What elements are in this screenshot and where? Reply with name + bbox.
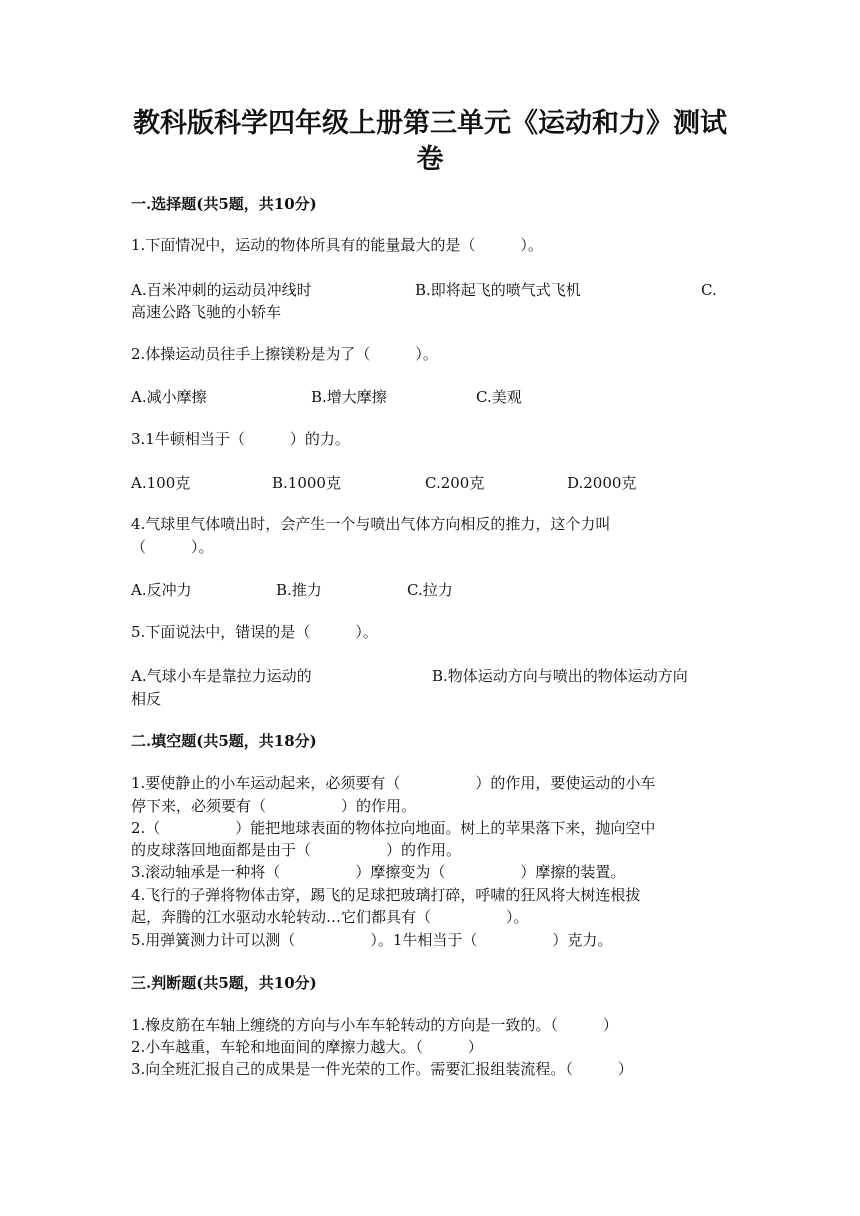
title-line-1: 教科版科学四年级上册第三单元《运动和力》测试	[133, 108, 727, 139]
question-5-stem: 5.下面说法中，错误的是（ ）。	[131, 623, 378, 641]
title-line-2: 卷	[416, 144, 444, 175]
judge-line: 1.橡皮筋在车轴上缠绕的方向与小车车轮转动的方向是一致的。（ ）	[131, 1016, 618, 1034]
section-heading-judge: 三.判断题(共5题，共10分)	[131, 974, 317, 992]
question-2-option-a: A.减小摩擦	[131, 388, 207, 406]
question-3-option-d: D.2000克	[567, 474, 637, 492]
question-3-option-b: B.1000克	[272, 474, 341, 492]
judge-line: 2.小车越重，车轮和地面间的摩擦力越大。（ ）	[131, 1038, 483, 1056]
question-1-option-c-cont: 高速公路飞驰的小轿车	[131, 303, 282, 321]
page-title	[100, 106, 760, 178]
question-2-option-b: B.增大摩擦	[311, 388, 387, 406]
question-3-stem: 3.1牛顿相当于（ ）的力。	[131, 430, 350, 448]
section-heading-fill: 二.填空题(共5题，共18分)	[131, 732, 317, 750]
question-1-stem: 1.下面情况中，运动的物体所具有的能量最大的是（ ）。	[131, 236, 543, 254]
fill-line: 2.（ ）能把地球表面的物体拉向地面。树上的苹果落下来，抛向空中	[131, 819, 656, 837]
question-3-option-c: C.200克	[425, 474, 485, 492]
question-2-option-c: C.美观	[476, 388, 522, 406]
question-4-stem-line-1: 4.气球里气体喷出时，会产生一个与喷出气体方向相反的推力，这个力叫	[131, 515, 611, 533]
question-1-option-c: C.	[701, 281, 717, 299]
judge-line: 3.向全班汇报自己的成果是一件光荣的工作。需要汇报组装流程。（ ）	[131, 1060, 633, 1078]
question-5-option-a: A.气球小车是靠拉力运动的	[131, 667, 312, 685]
fill-line: 1.要使静止的小车运动起来，必须要有（ ）的作用，要使运动的小车	[131, 774, 656, 792]
fill-line: 起，奔腾的江水驱动水轮转动…它们都具有（ ）。	[131, 908, 529, 926]
fill-line: 停下来，必须要有（ ）的作用。	[131, 797, 417, 815]
question-5-option-b-cont: 相反	[131, 690, 162, 708]
question-1-option-a: A.百米冲刺的运动员冲线时	[131, 281, 312, 299]
fill-line: 5.用弹簧测力计可以测（ ）。1牛相当于（ ）克力。	[131, 931, 613, 949]
question-1-option-b: B.即将起飞的喷气式飞机	[415, 281, 581, 299]
question-4-option-b: B.推力	[276, 581, 322, 599]
section-heading-choice: 一.选择题(共5题，共10分)	[131, 195, 317, 213]
question-4-stem-line-2: （ ）。	[131, 538, 214, 556]
question-4-option-a: A.反冲力	[131, 581, 192, 599]
question-4-option-c: C.拉力	[407, 581, 453, 599]
fill-line: 4.飞行的子弹将物体击穿，踢飞的足球把玻璃打碎，呼啸的狂风将大树连根拔	[131, 886, 641, 904]
question-5-option-b: B.物体运动方向与喷出的物体运动方向	[432, 667, 688, 685]
fill-line: 3.滚动轴承是一种将（ ）摩擦变为（ ）摩擦的装置。	[131, 863, 626, 881]
fill-line: 的皮球落回地面都是由于（ ）的作用。	[131, 841, 462, 859]
question-3-option-a: A.100克	[131, 474, 191, 492]
question-2-stem: 2.体操运动员往手上擦镁粉是为了（ ）。	[131, 345, 438, 363]
